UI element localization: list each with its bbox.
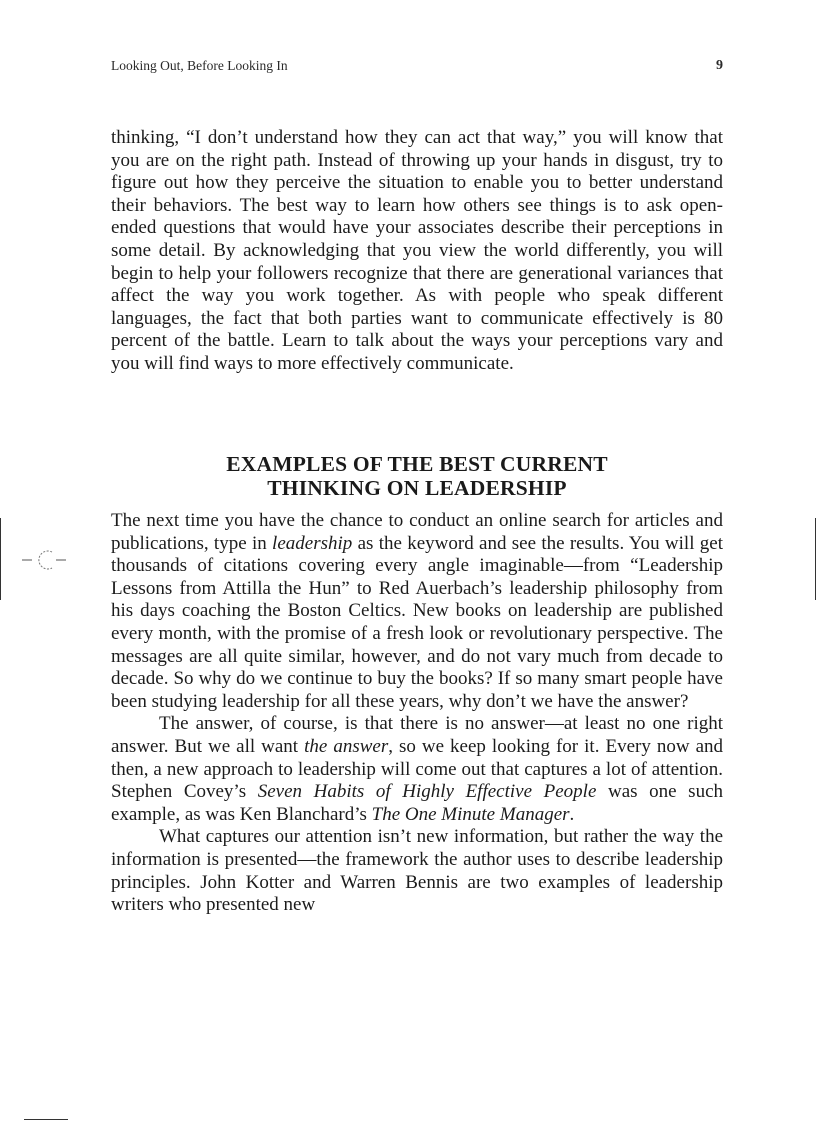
paragraph-2-text-a: The answer, of course, is that there is no answer—at least no one right answer. But we all want: [111, 713, 723, 757]
paragraph-1-italic-keyword: leadership: [272, 532, 353, 554]
page-number: 9: [716, 58, 723, 73]
crop-mark-left: [0, 518, 1, 600]
continued-paragraph: thinking, “I don’t understand how they can act that way,” you will know that you are on the right path. Instead of throwing up your hands in disgust, try to figure out how they perceive the situation to enable you to better understand their behaviors. The best way to learn how others see things is to ask open-ended questions that would have your associates describe their perceptions in some detail. By acknowledging that you view the world differently, you will begin to help your followers recognize that there are generational variances that affect the way you work together. As with people who speak different languages, the fact that both parties want to communicate effectively is 80 percent of the battle. Learn to talk about the ways your perceptions vary and you will find ways to more effectively communicate.: [111, 127, 723, 374]
running-head-title: Looking Out, Before Looking In: [111, 58, 288, 73]
paragraph-1-text-b: as the keyword and see the results. You will get thousands of citations covering every angle imaginable—from “Leadership Lessons from Attilla the Hun” to Red Auerbach’s leadership philosophy from his days coaching the Boston Celtics. New books on leadership are published every month, with the promise of a fresh look or revolutionary perspective. The messages are all quite similar, however, and do not vary much from decade to decade. So why do we continue to buy the books? If so many smart people have been studying leadership for all these years, why don’t we have the answer?: [111, 532, 723, 712]
paragraph-2-text-b: , so we keep looking for it. Every now and then, a new approach to leadership will come out that captures a lot of attention. Stephen Covey’s: [111, 735, 723, 803]
book-title-one-minute-manager: The One Minute Manager: [371, 803, 570, 825]
paragraph-2: [111, 713, 723, 826]
running-head: [111, 58, 723, 78]
top-text-block: [111, 127, 723, 376]
paragraph-2-text-c: was one such example, as was Ken Blanchard’s: [111, 781, 724, 825]
paragraph-3: What captures our attention isn’t new information, but rather the way the information is presented—the framework the author uses to describe leadership principles. John Kotter and Warren Bennis are two examples of leadership writers who presented new: [111, 826, 723, 916]
registration-mark-icon: [22, 548, 66, 572]
paragraph-1: [111, 510, 723, 713]
paragraph-2-italic-answer: the answer: [304, 735, 389, 757]
paragraph-1-text-a: The next time you have the chance to conduct an online search for articles and publications, type in: [111, 510, 723, 554]
section-body: [111, 510, 723, 917]
crop-mark-bottom: [24, 1119, 68, 1120]
section-heading-line-2: THINKING ON LEADERSHIP: [267, 476, 567, 500]
section-heading-line-1: EXAMPLES OF THE BEST CURRENT: [226, 452, 608, 476]
section-heading: [111, 452, 723, 500]
paragraph-2-text-d: .: [569, 803, 575, 825]
book-title-seven-habits: Seven Habits of Highly Effective People: [257, 781, 597, 803]
